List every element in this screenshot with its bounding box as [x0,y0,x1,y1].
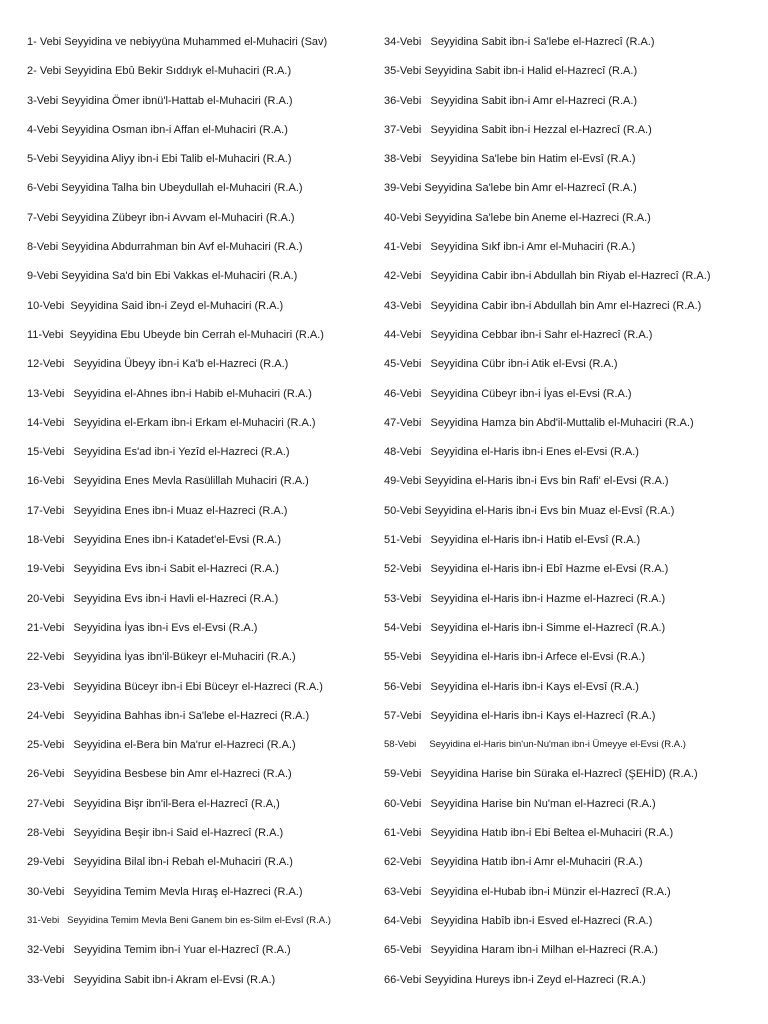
list-item: 9-Vebi Seyyidina Sa'd bin Ebi Vakkas el-Muhaciri (R.A.) [27,270,298,283]
list-item: 46-Vebi Seyyidina Cübeyr ibn-i İyas el-Evsi (R.A.) [384,387,632,400]
list-item: 17-Vebi Seyyidina Enes ibn-i Muaz el-Hazreci (R.A.) [27,504,288,517]
list-item: 36-Vebi Seyyidina Sabit ibn-i Amr el-Hazreci (R.A.) [384,94,638,107]
list-item: 2- Vebi Seyyidina Ebû Bekir Sıddıyk el-Muhaciri (R.A.) [27,65,292,78]
list-item: 29-Vebi Seyyidina Bilal ibn-i Rebah el-Muhaciri (R.A.) [27,856,293,869]
list-item: 14-Vebi Seyyidina el-Erkam ibn-i Erkam el-Muhaciri (R.A.) [27,416,316,429]
right-column [384,31,766,998]
list-item: 64-Vebi Seyyidina Habîb ibn-i Esved el-Hazreci (R.A.) [384,914,653,927]
list-item: 57-Vebi Seyyidina el-Haris ibn-i Kays el-Hazrecî (R.A.) [384,709,656,722]
list-item: 47-Vebi Seyyidina Hamza bin Abd'il-Muttalib el-Muhaciri (R.A.) [384,416,694,429]
list-item: 39-Vebi Seyyidina Sa'lebe bin Amr el-Hazrecî (R.A.) [384,182,637,195]
list-item: 21-Vebi Seyyidina İyas ibn-i Evs el-Evsi (R.A.) [27,621,258,634]
list-item: 3-Vebi Seyyidina Ömer ibnü'l-Hattab el-Muhaciri (R.A.) [27,94,293,107]
list-item: 25-Vebi Seyyidina el-Bera bin Ma'rur el-Hazreci (R.A.) [27,739,296,752]
list-item: 35-Vebi Seyyidina Sabit ibn-i Halid el-Hazrecî (R.A.) [384,65,638,78]
list-item: 26-Vebi Seyyidina Besbese bin Amr el-Hazreci (R.A.) [27,768,292,781]
list-item: 65-Vebi Seyyidina Haram ibn-i Milhan el-Hazreci (R.A.) [384,944,658,957]
list-item: 53-Vebi Seyyidina el-Haris ibn-i Hazme el-Hazreci (R.A.) [384,592,666,605]
list-item: 15-Vebi Seyyidina Es'ad ibn-i Yezîd el-Hazreci (R.A.) [27,446,290,459]
list-item: 4-Vebi Seyyidina Osman ibn-i Affan el-Muhaciri (R.A.) [27,123,288,136]
list-item: 37-Vebi Seyyidina Sabit ibn-i Hezzal el-Hazrecî (R.A.) [384,123,652,136]
list-item: 50-Vebi Seyyidina el-Haris ibn-i Evs bin Muaz el-Evsî (R.A.) [384,504,675,517]
list-item: 31-Vebi Seyyidina Temim Mevla Beni Ganem bin es-Silm el-Evsî (R.A.) [27,914,331,926]
list-item: 43-Vebi Seyyidina Cabir ibn-i Abdullah bin Amr el-Hazreci (R.A.) [384,299,702,312]
list-item: 61-Vebi Seyyidina Hatıb ibn-i Ebi Beltea el-Muhaciri (R.A.) [384,827,674,840]
list-item: 27-Vebi Seyyidina Bişr ibn'il-Bera el-Hazrecî (R.A,) [27,797,280,810]
list-item: 13-Vebi Seyyidina el-Ahnes ibn-i Habib el-Muhaciri (R.A.) [27,387,312,400]
list-item: 52-Vebi Seyyidina el-Haris ibn-i Ebî Hazme el-Evsi (R.A.) [384,563,669,576]
list-item: 5-Vebi Seyyidina Aliyy ibn-i Ebi Talib el-Muhaciri (R.A.) [27,153,292,166]
list-item: 11-Vebi Seyyidina Ebu Ubeyde bin Cerrah el-Muhaciri (R.A.) [27,328,324,341]
list-item: 62-Vebi Seyyidina Hatıb ibn-i Amr el-Muhaciri (R.A.) [384,856,643,869]
list-item: 23-Vebi Seyyidina Büceyr ibn-i Ebi Büceyr el-Hazreci (R.A.) [27,680,323,693]
left-column [27,31,377,998]
list-item: 44-Vebi Seyyidina Cebbar ibn-i Sahr el-Hazrecî (R.A.) [384,328,653,341]
list-item: 24-Vebi Seyyidina Bahhas ibn-i Sa'lebe el-Hazreci (R.A.) [27,709,310,722]
list-item: 1- Vebi Seyyidina ve nebiyyüna Muhammed el-Muhaciri (Sav) [27,36,328,48]
list-item: 20-Vebi Seyyidina Evs ibn-i Havli el-Hazreci (R.A.) [27,592,279,605]
list-item: 60-Vebi Seyyidina Harise bin Nu'man el-Hazreci (R.A.) [384,797,656,810]
list-item: 40-Vebi Seyyidina Sa'lebe bin Aneme el-Hazreci (R.A.) [384,211,651,224]
list-item: 16-Vebi Seyyidina Enes Mevla Rasülillah Muhaciri (R.A.) [27,475,309,488]
list-item: 59-Vebi Seyyidina Harise bin Süraka el-Hazrecî (ŞEHİD) (R.A.) [384,768,698,781]
list-item: 63-Vebi Seyyidina el-Hubab ibn-i Münzir el-Hazrecî (R.A.) [384,885,671,898]
list-item: 54-Vebi Seyyidina el-Haris ibn-i Simme el-Hazrecî (R.A.) [384,621,666,634]
list-item: 12-Vebi Seyyidina Übeyy ibn-i Ka'b el-Hazreci (R.A.) [27,358,289,371]
list-item: 22-Vebi Seyyidina İyas ibn'il-Bükeyr el-Muhaciri (R.A.) [27,651,296,664]
list-item: 6-Vebi Seyyidina Talha bin Ubeydullah el-Muhaciri (R.A.) [27,182,303,195]
list-item: 19-Vebi Seyyidina Evs ibn-i Sabit el-Hazreci (R.A.) [27,563,279,576]
list-item: 45-Vebi Seyyidina Cübr ibn-i Atik el-Evsi (R.A.) [384,358,618,371]
list-item: 41-Vebi Seyyidina Sıkf ibn-i Amr el-Muhaciri (R.A.) [384,241,636,254]
list-item: 34-Vebi Seyyidina Sabit ibn-i Sa'lebe el-Hazrecî (R.A.) [384,36,655,48]
list-item: 66-Vebi Seyyidina Hureys ibn-i Zeyd el-Hazreci (R.A.) [384,973,646,986]
list-item: 48-Vebi Seyyidina el-Haris ibn-i Enes el-Evsi (R.A.) [384,446,639,459]
list-item: 38-Vebi Seyyidina Sa'lebe bin Hatim el-Evsî (R.A.) [384,153,636,166]
list-item: 8-Vebi Seyyidina Abdurrahman bin Avf el-Muhaciri (R.A.) [27,241,303,254]
list-item: 28-Vebi Seyyidina Beşir ibn-i Said el-Hazrecî (R.A.) [27,827,284,840]
list-item: 18-Vebi Seyyidina Enes ibn-i Katadet'el-Evsi (R.A.) [27,534,281,547]
list-item: 51-Vebi Seyyidina el-Haris ibn-i Hatib el-Evsî (R.A.) [384,534,641,547]
list-item: 30-Vebi Seyyidina Temim Mevla Hıraş el-Hazreci (R.A.) [27,885,303,898]
list-item: 55-Vebi Seyyidina el-Haris ibn-i Arfece el-Evsi (R.A.) [384,651,646,664]
list-item: 32-Vebi Seyyidina Temim ibn-i Yuar el-Hazrecî (R.A.) [27,944,291,957]
list-item: 33-Vebi Seyyidina Sabit ibn-i Akram el-Evsi (R.A.) [27,973,276,986]
list-item: 49-Vebi Seyyidina el-Haris ibn-i Evs bin Rafi' el-Evsi (R.A.) [384,475,669,488]
list-item: 56-Vebi Seyyidina el-Haris ibn-i Kays el-Evsî (R.A.) [384,680,639,693]
list-item: 7-Vebi Seyyidina Zübeyr ibn-i Avvam el-Muhaciri (R.A.) [27,211,295,224]
list-item: 42-Vebi Seyyidina Cabir ibn-i Abdullah bin Riyab el-Hazrecî (R.A.) [384,270,711,283]
list-item: 58-Vebi Seyyidina el-Haris bin'un-Nu'man ibn-i Ümeyye el-Evsi (R.A.) [384,739,686,751]
list-item: 10-Vebi Seyyidina Said ibn-i Zeyd el-Muhaciri (R.A.) [27,299,284,312]
